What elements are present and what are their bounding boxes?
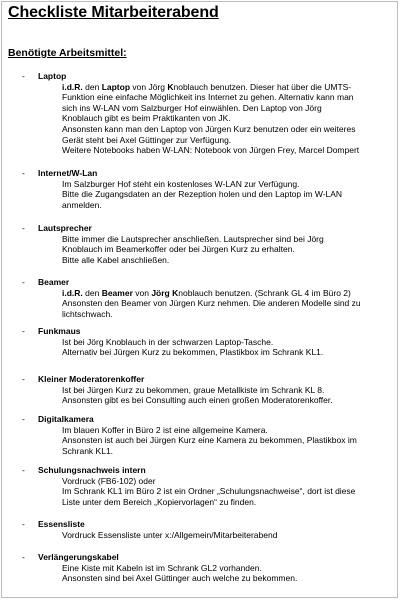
item-line <box>62 135 359 146</box>
item-line <box>62 309 361 320</box>
text-run: Gerät steht bei Axel Güttinger zur Verfügung. <box>62 134 232 145</box>
text-run: sich ins W-LAN vom Salzburger Hof einwählen. Den Laptop von Jörg <box>62 102 322 113</box>
text-run: Bitte die Zugangsdaten an der Rezeption holen und den Laptop im W-LAN <box>62 189 343 200</box>
text-run: Jörg K <box>151 287 179 298</box>
list-bullet: - <box>22 374 25 384</box>
item-heading: Internet/W-Lan <box>38 168 98 178</box>
item-line <box>62 92 359 103</box>
item-line <box>62 347 323 358</box>
list-bullet: - <box>22 414 25 424</box>
item-line <box>62 337 323 348</box>
item-heading: Verlängerungskabel <box>38 552 119 562</box>
item-line <box>62 298 361 309</box>
item-heading: Digitalkamera <box>38 414 94 424</box>
text-run: Im Salzburger Hof steht ein kostenloses W-LAN zur Verfügung. <box>62 178 300 189</box>
text-run: Im Schrank KL1 im Büro 2 ist ein Ordner „Schulungsnachweise“, dort ist diese <box>62 486 356 497</box>
item-body <box>62 425 357 457</box>
item-line <box>62 288 361 299</box>
item-body <box>62 476 355 508</box>
item-line <box>62 234 324 245</box>
item-heading: Essensliste <box>38 519 85 529</box>
item-line <box>62 446 357 457</box>
item-line <box>62 179 342 190</box>
item-line <box>62 113 359 124</box>
text-run: von <box>132 287 152 298</box>
item-line <box>62 385 333 396</box>
item-line <box>62 103 359 114</box>
item-line <box>62 573 297 584</box>
item-heading: Laptop <box>38 71 67 81</box>
item-line <box>62 395 333 406</box>
text-run: Eine Kiste mit Kabeln ist im Schrank GL2 vorhanden. <box>62 562 262 573</box>
item-line <box>62 200 342 211</box>
list-bullet: - <box>22 277 25 287</box>
text-run: i.d.R. <box>62 287 83 298</box>
text-run: Knoblauch gibt es beim Praktikanten von JK. <box>62 113 231 124</box>
text-run: Bitte alle Kabel anschließen. <box>62 254 170 265</box>
text-run: i.d.R. <box>62 81 83 92</box>
text-run: noblauch benutzen. Dieser hat über die UMTS- <box>173 81 352 92</box>
list-bullet: - <box>22 465 25 475</box>
item-line <box>62 255 324 266</box>
item-body <box>62 337 323 358</box>
text-run: lichtschwach. <box>62 308 113 319</box>
item-line <box>62 189 342 200</box>
item-body <box>62 563 297 584</box>
text-run: Schrank KL1. <box>62 445 114 456</box>
text-run: Vordruck Essensliste unter x:/Allgemein/Mitarbeiterabend <box>62 529 278 540</box>
text-run: anmelden. <box>62 199 102 210</box>
item-heading: Funkmaus <box>38 326 81 336</box>
text-run: Bitte immer die Lautsprecher anschließen. Lautsprecher sind bei Jörg <box>62 233 324 244</box>
item-heading: Schulungsnachweis intern <box>38 465 146 475</box>
text-run: Alternativ bei Jürgen Kurz zu bekommen, Plastikbox im Schrank KL1. <box>62 347 324 358</box>
item-heading: Beamer <box>38 277 70 287</box>
list-bullet: - <box>22 71 25 81</box>
item-heading: Lautsprecher <box>38 223 92 233</box>
item-line <box>62 145 359 156</box>
item-body <box>62 288 361 320</box>
text-run: Ansonsten kann man den Laptop von Jürgen Kurz benutzen oder ein weiteres <box>62 123 356 134</box>
item-body <box>62 385 333 406</box>
text-run: Beamer <box>101 287 133 298</box>
list-bullet: - <box>22 326 25 336</box>
item-body <box>62 234 324 266</box>
page-title: Checkliste Mitarbeiterabend <box>8 4 219 21</box>
text-run: den <box>82 81 102 92</box>
text-run: den <box>82 287 102 298</box>
text-run: Ansonsten den Beamer von Jürgen Kurz nehmen. Die anderen Modelle sind zu <box>62 298 361 309</box>
list-bullet: - <box>22 168 25 178</box>
text-run: Funktion eine einfache Möglichkeit ins Internet zu gehen. Alternativ kann man <box>62 92 354 103</box>
list-bullet: - <box>22 223 25 233</box>
item-line <box>62 124 359 135</box>
text-run: Liste unter dem Bereich „Kopiervorlagen“ zu finden. <box>62 496 257 507</box>
text-run: Im blauen Koffer in Büro 2 ist eine allgemeine Kamera. <box>62 424 268 435</box>
text-run: Ist bei Jörg Knoblauch in der schwarzen Laptop-Tasche. <box>62 336 274 347</box>
text-run: noblauch benutzen. (Schrank GL 4 im Büro 2) <box>178 287 351 298</box>
item-line <box>62 435 357 446</box>
text-run: Weitere Notebooks haben W-LAN: Notebook von Jürgen Frey, Marcel Dompert <box>62 145 360 156</box>
item-body <box>62 179 342 211</box>
list-bullet: - <box>22 519 25 529</box>
item-body <box>62 82 359 156</box>
text-run: von Jörg <box>130 81 168 92</box>
section-subtitle: Benötigte Arbeitsmittel: <box>8 47 127 59</box>
text-run: Laptop <box>101 81 131 92</box>
text-run: K <box>167 81 174 92</box>
item-line <box>62 563 297 574</box>
item-line <box>62 530 277 541</box>
text-run: Knoblauch im Beamerkoffer oder bei Jürgen Kurz zu erhalten. <box>62 244 295 255</box>
item-line <box>62 82 359 93</box>
item-line <box>62 486 355 497</box>
item-line <box>62 497 355 508</box>
text-run: Ansonsten gibt es bei Consulting auch einen großen Moderatorenkoffer. <box>62 395 333 406</box>
text-run: Ist bei Jürgen Kurz zu bekommen, graue Metallkiste im Schrank KL 8. <box>62 384 325 395</box>
item-heading: Kleiner Moderatorenkoffer <box>38 374 145 384</box>
text-run: Ansonsten ist auch bei Jürgen Kurz eine Kamera zu bekommen, Plastikbox im <box>62 435 357 446</box>
text-run: Ansonsten sind bei Axel Güttinger auch welche zu bekommen. <box>62 573 298 584</box>
item-line <box>62 244 324 255</box>
item-line <box>62 425 357 436</box>
text-run: Vordruck (FB6-102) oder <box>62 475 156 486</box>
item-body <box>62 530 277 541</box>
item-line <box>62 476 355 487</box>
list-bullet: - <box>22 552 25 562</box>
